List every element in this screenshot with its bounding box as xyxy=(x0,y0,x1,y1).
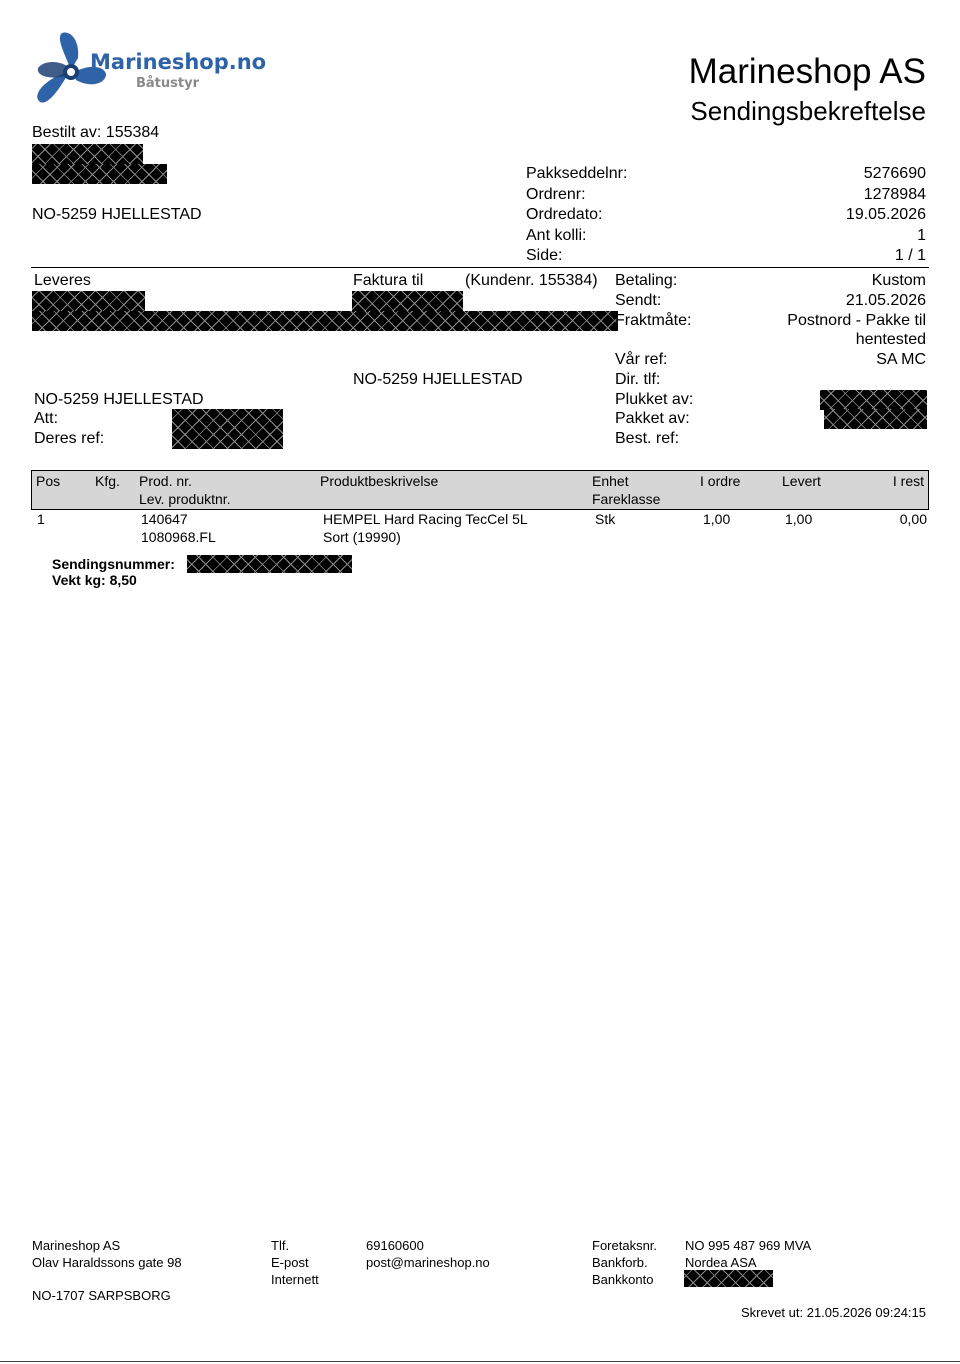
row-description-line1: HEMPEL Hard Racing TecCel 5L xyxy=(323,511,528,527)
col-unit: Enhet xyxy=(592,473,629,489)
page-label: Side: xyxy=(526,247,563,264)
row-unit: Stk xyxy=(595,511,616,527)
shipment-weight: Vekt kg: 8,50 xyxy=(52,572,137,588)
their-ref-label: Deres ref: xyxy=(34,430,105,447)
att-label: Att: xyxy=(34,410,59,427)
document-title: Sendingsbekreftelse xyxy=(690,96,926,126)
packing-slip-value: 5276690 xyxy=(863,165,926,182)
col-ordered: I ordre xyxy=(700,473,741,489)
redacted-picked-by xyxy=(820,390,927,410)
company-name: Marineshop AS xyxy=(688,52,926,91)
our-ref-value: SA MC xyxy=(876,351,926,368)
direct-phone-label: Dir. tlf: xyxy=(615,371,661,388)
footer-city: NO-1707 SARPSBORG xyxy=(32,1288,171,1303)
logo-tagline: Båtustyr xyxy=(136,76,199,91)
redacted-delivery-address xyxy=(32,311,618,331)
col-lev-prod-nr: Lev. produktnr. xyxy=(139,491,231,507)
packages-value: 1 xyxy=(917,227,926,244)
redacted-address xyxy=(32,164,167,184)
footer-email-value: post@marineshop.no xyxy=(366,1255,490,1270)
redacted-packed-by xyxy=(824,409,927,429)
sent-value: 21.05.2026 xyxy=(845,292,926,309)
packed-by-label: Pakket av: xyxy=(615,410,690,427)
order-date-value: 19.05.2026 xyxy=(845,206,926,223)
col-prod-nr: Prod. nr. xyxy=(139,473,192,489)
section-divider xyxy=(31,267,929,268)
ordered-by: Bestilt av: 155384 xyxy=(32,124,160,141)
payment-label: Betaling: xyxy=(615,272,678,289)
col-delivered: Levert xyxy=(782,473,821,489)
shipping-method-value-line1: Postnord - Pakke til xyxy=(787,312,926,329)
packing-slip-label: Pakkseddelnr: xyxy=(526,165,628,182)
logo-brand-text: Marineshop.no xyxy=(90,50,267,74)
footer-company: Marineshop AS xyxy=(32,1238,121,1253)
row-delivered: 1,00 xyxy=(785,511,813,527)
footer-bank-label: Bankforb. xyxy=(592,1255,648,1270)
order-ref-label: Best. ref: xyxy=(615,430,680,447)
order-number-label: Ordrenr: xyxy=(526,186,586,203)
delivery-city: NO-5259 HJELLESTAD xyxy=(34,391,204,408)
customer-city: NO-5259 HJELLESTAD xyxy=(32,206,202,223)
shipping-method-value-line2: hentested xyxy=(855,331,926,348)
footer-org-label: Foretaksnr. xyxy=(592,1238,658,1253)
sent-label: Sendt: xyxy=(615,292,662,309)
company-logo xyxy=(30,30,267,112)
picked-by-label: Plukket av: xyxy=(615,391,694,408)
order-date-label: Ordredato: xyxy=(526,206,603,223)
redacted-shipment-number xyxy=(187,555,352,573)
redacted-att xyxy=(172,409,283,449)
redacted-account xyxy=(684,1270,773,1287)
our-ref-label: Vår ref: xyxy=(615,351,668,368)
col-kfg: Kfg. xyxy=(95,473,120,489)
packages-label: Ant kolli: xyxy=(526,227,587,244)
shipment-number-label: Sendingsnummer: xyxy=(52,556,175,572)
redacted-invoice-name xyxy=(352,291,463,311)
delivery-heading: Leveres xyxy=(34,272,91,289)
row-description-line2: Sort (19990) xyxy=(323,529,401,545)
payment-value: Kustom xyxy=(871,272,926,289)
row-lev-prod-nr: 1080968.FL xyxy=(141,529,216,545)
invoice-heading: Faktura til xyxy=(353,272,424,289)
invoice-city: NO-5259 HJELLESTAD xyxy=(353,371,523,388)
redacted-name xyxy=(32,144,143,164)
footer-internet-label: Internett xyxy=(271,1272,319,1287)
row-pos: 1 xyxy=(37,511,45,527)
col-pos: Pos xyxy=(36,473,61,489)
footer-account-label: Bankkonto xyxy=(592,1272,654,1287)
footer-street: Olav Haraldssons gate 98 xyxy=(32,1255,182,1270)
customer-number: (Kundenr. 155384) xyxy=(465,272,598,289)
page-bottom-edge xyxy=(0,1361,960,1362)
footer-phone-label: Tlf. xyxy=(271,1238,290,1253)
row-ordered: 1,00 xyxy=(703,511,731,527)
row-rest: 0,00 xyxy=(899,511,927,527)
printed-timestamp: Skrevet ut: 21.05.2026 09:24:15 xyxy=(740,1305,926,1320)
footer-org-value: NO 995 487 969 MVA xyxy=(685,1238,812,1253)
row-prod-nr: 140647 xyxy=(141,511,188,527)
col-hazard-class: Fareklasse xyxy=(592,491,661,507)
col-rest: I rest xyxy=(892,473,924,489)
col-description: Produktbeskrivelse xyxy=(320,473,439,489)
redacted-delivery-name xyxy=(32,291,145,311)
page-value: 1 / 1 xyxy=(894,247,926,264)
shipping-method-label: Fraktmåte: xyxy=(615,312,692,329)
footer-bank-value: Nordea ASA xyxy=(685,1255,757,1270)
order-number-value: 1278984 xyxy=(863,186,926,203)
footer-phone-value: 69160600 xyxy=(366,1238,424,1253)
footer-email-label: E-post xyxy=(271,1255,309,1270)
